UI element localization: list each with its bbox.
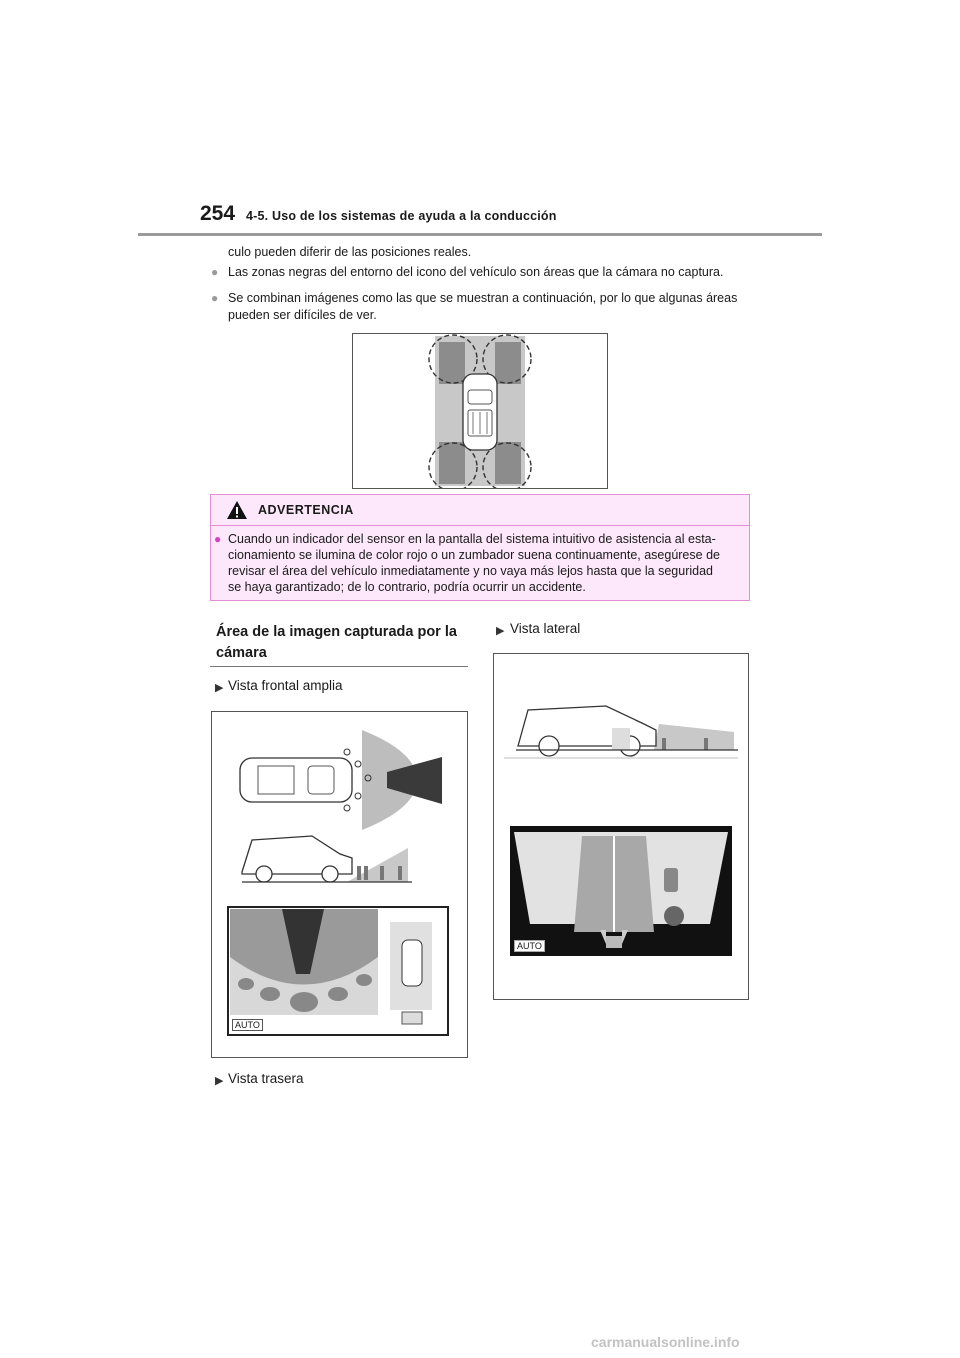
continued-text: culo pueden diferir de las posiciones reales.: [228, 245, 472, 259]
arrow-right-icon: ▶: [215, 682, 224, 694]
warning-line-4: se haya garantizado; de lo contrario, podría ocurrir un accidente.: [228, 580, 586, 594]
warning-line-1: Cuando un indicador del sensor en la pantalla del sistema intuitivo de asistencia al esta-: [228, 532, 716, 546]
bullet-icon: ●: [211, 265, 219, 279]
page-number: 254: [200, 202, 236, 225]
intro-bullet-2-line2: pueden ser difíciles de ver.: [228, 308, 377, 322]
section-title: 4-5. Uso de los sistemas de ayuda a la conducción: [246, 209, 557, 223]
intro-bullet-1: Las zonas negras del entorno del icono del vehículo son áreas que la cámara no captura.: [228, 265, 724, 279]
bullet-icon: ●: [211, 291, 219, 305]
front-wide-caption: Vista frontal amplia: [228, 678, 343, 693]
warning-bullet-icon: ●: [214, 532, 222, 546]
warning-triangle-icon: [226, 500, 248, 520]
camera-area-heading-line1: Área de la imagen capturada por la: [216, 624, 457, 640]
side-view-caption: Vista lateral: [510, 621, 581, 636]
intro-bullet-2-line1: Se combinan imágenes como las que se muestran a continuación, por lo que algunas áreas: [228, 291, 738, 305]
front-wide-figure: [211, 711, 468, 1058]
overhead-car-illustration: [353, 334, 607, 488]
arrow-right-icon: ▶: [215, 1075, 224, 1087]
overhead-camera-diagram: [352, 333, 608, 489]
heading-rule: [210, 666, 468, 667]
camera-area-heading-line2: cámara: [216, 645, 267, 661]
header-rule: [138, 233, 822, 236]
warning-title: ADVERTENCIA: [258, 503, 354, 517]
front-wide-illustration: [212, 712, 467, 1057]
warning-line-3: revisar el área del vehículo inmediatamente y no vaya más lejos hasta que la seguridad: [228, 564, 713, 578]
warning-line-2: cionamiento se ilumina de color rojo o un zumbador suena continuamente, asegúrese de: [228, 548, 720, 562]
auto-badge: AUTO: [232, 1019, 263, 1031]
auto-badge: AUTO: [514, 940, 545, 952]
arrow-right-icon: ▶: [496, 625, 505, 637]
side-view-figure: [493, 653, 749, 1000]
rear-view-caption: Vista trasera: [228, 1071, 304, 1086]
site-watermark: carmanualsonline.info: [591, 1334, 740, 1350]
